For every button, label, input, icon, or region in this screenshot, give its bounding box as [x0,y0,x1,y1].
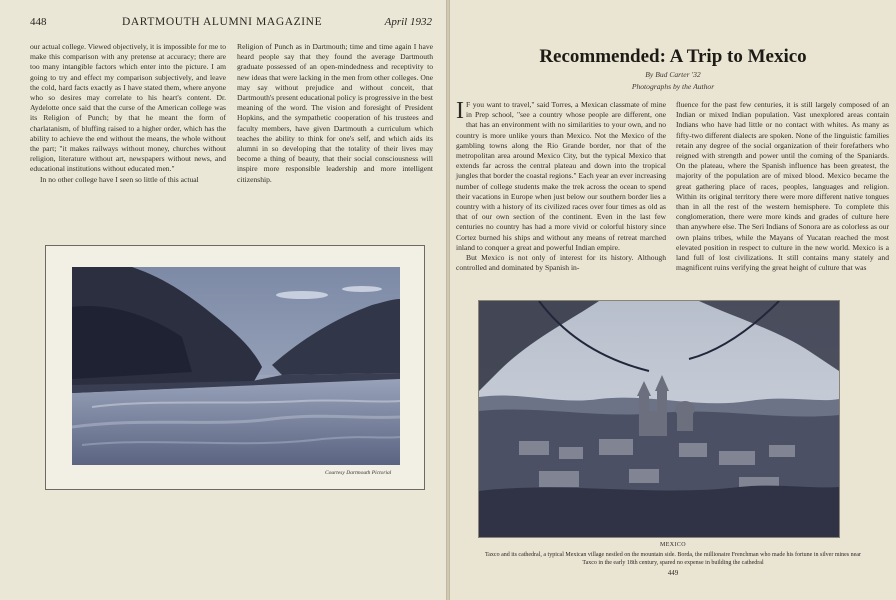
running-header [30,16,434,30]
issue-date: April 1932 [384,16,432,28]
caption-heading: MEXICO [659,542,687,548]
right-column-2 [676,100,889,273]
paragraph-text: F you want to travel," said Torres, a Mexican classmate of mine in Prep school, "see a country whose people are different, one that has an environment with no similarities to your own, and no country is more unlike yours than Mexico. Not the Mexico of the gambling towns along the Rio Grande border, nor that of the metropolitan area around Mexico City, but the typical Mexico that extends far across the central plateau and down into the tropical jungles that border the coastal regions." Each year an ever increasing number of college students make the trek across the ocean to spend their vacations in Europe when just below our southern border lies a country with a history of its civilized races over four times as old as that of our own section of the continent. Even in the last few centuries no country has had a more vivid or colorful history since Cortez burned his ships and without any means of retreat marched inland to conquer a great and powerful Indian empire. [456,100,666,252]
photo-caption: Taxco and its cathedral, a typical Mexican village nestled on the mountain side. Borda, the millionaire Frenchman who made his fortune in silver mines near Taxco in the early 18th century, spared no expense in building the cathedral [485,552,861,566]
paragraph: In no other college have I seen so little of this actual [40,174,199,184]
page-number-left: 448 [30,16,47,28]
drop-cap: I [456,98,464,124]
magazine-title: DARTMOUTH ALUMNI MAGAZINE [122,16,323,28]
photo-frame [45,245,425,490]
photo-credit: Courtesy Dartmouth Pictorial [325,470,392,476]
paragraph [456,100,666,253]
left-page [0,0,446,600]
photo-byline: Photographs by the Author [631,82,715,91]
article-title: Recommended: A Trip to Mexico [539,46,807,67]
left-column-2 [237,42,433,185]
page-number-right: 449 [667,569,679,577]
paragraph: Religion of Punch as in Dartmouth; time and time again I have heard people say that they found the average Dartmouth graduate possessed of an open-mindedness and receptivity to new ideas that were lacking in the men from other colleges. One may say without prejudice and without conceit, that Dartmouth's present educational policy is progressive in the best meaning of the word. The vision and foresight of President Hopkins, and the sympathetic cooperation of his trustees and faculty members, have given Dartmouth a curriculum which teaches the ability to think for one's self, and which aids its alumni in so developing that the totality of their lives may become a thing of beauty, that their social consciousness will inspire more responsible leadership and more intelligent citizenship. [237,42,433,184]
left-column-1 [30,42,226,185]
paragraph: But Mexico is not only of interest for its history. Although controlled and dominated by Spanish in- [456,253,666,273]
taxco-cathedral-photo [478,300,840,538]
right-column-1 [456,100,666,273]
article-byline: By Bud Carter '32 [645,70,701,79]
river-landscape-photo [72,267,400,465]
paragraph: our actual college. Viewed objectively, it is impossible for me to make this comparison with any pretense at accuracy; there are too many intangible factors which enter into the picture. I am going to try and effect my comparison subjectively, and leave the cold, hard facts exactly as I have stated them, where anyone who so desires may correlate to his heart's content. Dr. Aydelotte once said that the curse of the American college was its Religion of Punch; by that he meant the form of charlatanism, of bluffing raised to a higher order, which has the ability to achieve the end without the means, the whole without the part; "it makes railways without money, churches without religion, literature without art, newspapers without news, and educational institutions without educated men." [30,42,226,174]
right-page [450,0,896,600]
paragraph: fluence for the past few centuries, it is still largely composed of an Indian or mixed Indian population. Vast unexplored areas contain Indians who have had little or no contact with whites. As many as fifty-two different dialects are spoken. None of the linguistic families retain any degree of the social organization of their forefathers who reigned with strength and power until the coming of the Spaniards. On the plateau, where the Spanish influence has been greatest, the majority of the population are of mixed blood. Mexico became the great gathering place of races, peoples, languages and religion. Within its original territory there were more different native tongues than in all the rest of the western hemisphere. To complete this conglomeration, there were more kinds and grades of culture here than anywhere else. The Seri Indians of Sonora are as colorless as our own plains tribes, while the Mayans of Yucatan reached the most elevated position in respect to culture in the new world. Mexico is a land full of lost civilizations. It still contains many stately and magnificent ruins verifying the great height of culture that was [676,100,889,273]
